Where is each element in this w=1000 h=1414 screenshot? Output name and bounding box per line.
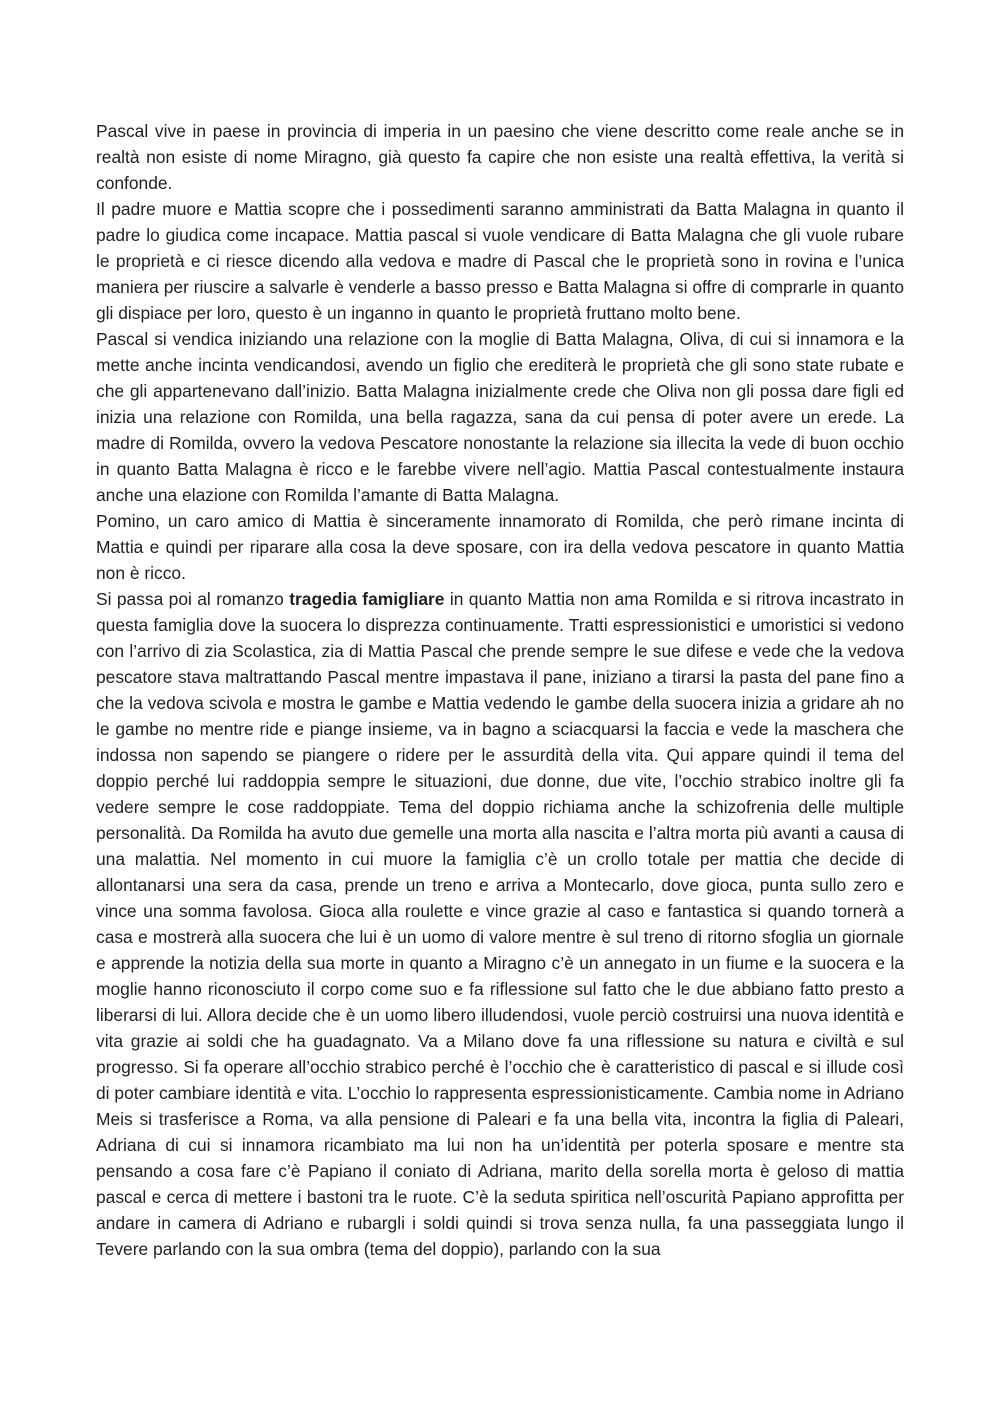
document-page xyxy=(96,118,904,1262)
paragraph-3: Pascal si vendica iniziando una relazione con la moglie di Batta Malagna, Oliva, di cui si innamora e la mette anche incinta vendicandosi, avendo un figlio che erediterà le proprietà che gli sono state rubate e che gli appartenevano dall’inizio. Batta Malagna inizialmente crede che Oliva non gli possa dare figli ed inizia una relazione con Romilda, una bella ragazza, sana da cui pensa di poter avere un erede. La madre di Romilda, ovvero la vedova Pescatore nonostante la relazione sia illecita la vede di buon occhio in quanto Batta Malagna è ricco e le farebbe vivere nell’agio. Mattia Pascal contestualmente instaura anche una elazione con Romilda l’amante di Batta Malagna. xyxy=(96,329,904,505)
paragraph-1: Pascal vive in paese in provincia di imperia in un paesino che viene descritto come reale anche se in realtà non esiste di nome Miragno, già questo fa capire che non esiste una realtà effettiva, la verità si confonde. xyxy=(96,121,904,193)
paragraph-2: Il padre muore e Mattia scopre che i possedimenti saranno amministrati da Batta Malagna in quanto il padre lo giudica come incapace. Mattia pascal si vuole vendicare di Batta Malagna che gli vuole rubare le proprietà e ci riesce dicendo alla vedova e madre di Pascal che le proprietà sono in rovina e l’unica maniera per riuscire a salvarle è venderle a basso presso e Batta Malagna si offre di comprarle in quanto gli dispiace per loro, questo è un inganno in quanto le proprietà fruttano molto bene. xyxy=(96,199,904,323)
paragraph-4: Pomino, un caro amico di Mattia è sinceramente innamorato di Romilda, che però rimane incinta di Mattia e quindi per riparare alla cosa la deve sposare, con ira della vedova pescatore in quanto Mattia non è ricco. xyxy=(96,511,904,583)
paragraph-5 xyxy=(96,586,904,1262)
paragraph-5-intro: Si passa poi al romanzo xyxy=(96,589,290,609)
bold-term-tragedia-famigliare: tragedia famigliare xyxy=(289,589,445,609)
paragraph-5-body: in quanto Mattia non ama Romilda e si ritrova incastrato in questa famiglia dove la suocera lo disprezza continuamente. Tratti espressionistici e umoristici si vedono con l’arrivo di zia Scolastica, zia di Mattia Pascal che prende sempre le sue difese e vede che la vedova pescatore stava maltrattando Pascal mentre impastava il pane, iniziano a tirarsi la pasta del pane fino a che la vedova scivola e mostra le gambe e Mattia vedendo le gambe della suocera inizia a gridare ah no le gambe no mentre ride e piange insieme, va in bagno a sciacquarsi la faccia e vede la maschera che indossa non sapendo se piangere o ridere per le assurdità della vita. Qui appare quindi il tema del doppio perché lui raddoppia sempre le situazioni, due donne, due vite, l’occhio strabico inoltre gli fa vedere sempre le cose raddoppiate. Tema del doppio richiama anche la schizofrenia delle multiple personalità. Da Romilda ha avuto due gemelle una morta alla nascita e l’altra morta più avanti a causa di una malattia. Nel momento in cui muore la famiglia c’è un crollo totale per mattia che decide di allontanarsi una sera da casa, prende un treno e arriva a Montecarlo, dove gioca, punta sullo zero e vince una somma favolosa. Gioca alla roulette e vince grazie al caso e fantastica si quando tornerà a casa e mostrerà alla suocera che lui è un uomo di valore mentre è sul treno di ritorno sfoglia un giornale e apprende la notizia della sua morte in quanto a Miragno c’è un annegato in un fiume e la suocera e la moglie hanno riconosciuto il corpo come suo e fa riflessione sul fatto che le due abbiano fatto presto a liberarsi di lui. Allora decide che è un uomo libero illudendosi, vuole perciò costruirsi una nuova identità e vita grazie ai soldi che ha guadagnato. Va a Milano dove fa una riflessione su natura e civiltà e sul progresso. Si fa operare all’occhio strabico perché è l’occhio che è caratteristico di pascal e si illude così di poter cambiare identità e vita. L’occhio lo rappresenta espressionisticamente. Cambia nome in Adriano Meis si trasferisce a Roma, va alla pensione di Paleari e fa una bella vita, incontra la figlia di Paleari, Adriana di cui si innamora ricambiato ma lui non ha un’identità per poterla sposare e mentre sta pensando a cosa fare c’è Papiano il coniato di Adriana, marito della sorella morta è geloso di mattia pascal e cerca di mettere i bastoni tra le ruote. C’è la seduta spiritica nell’oscurità Papiano approfitta per andare in camera di Adriano e rubargli i soldi quindi si trova senza nulla, fa una passeggiata lungo il Tevere parlando con la sua ombra (tema del doppio), parlando con la sua xyxy=(96,589,904,1259)
